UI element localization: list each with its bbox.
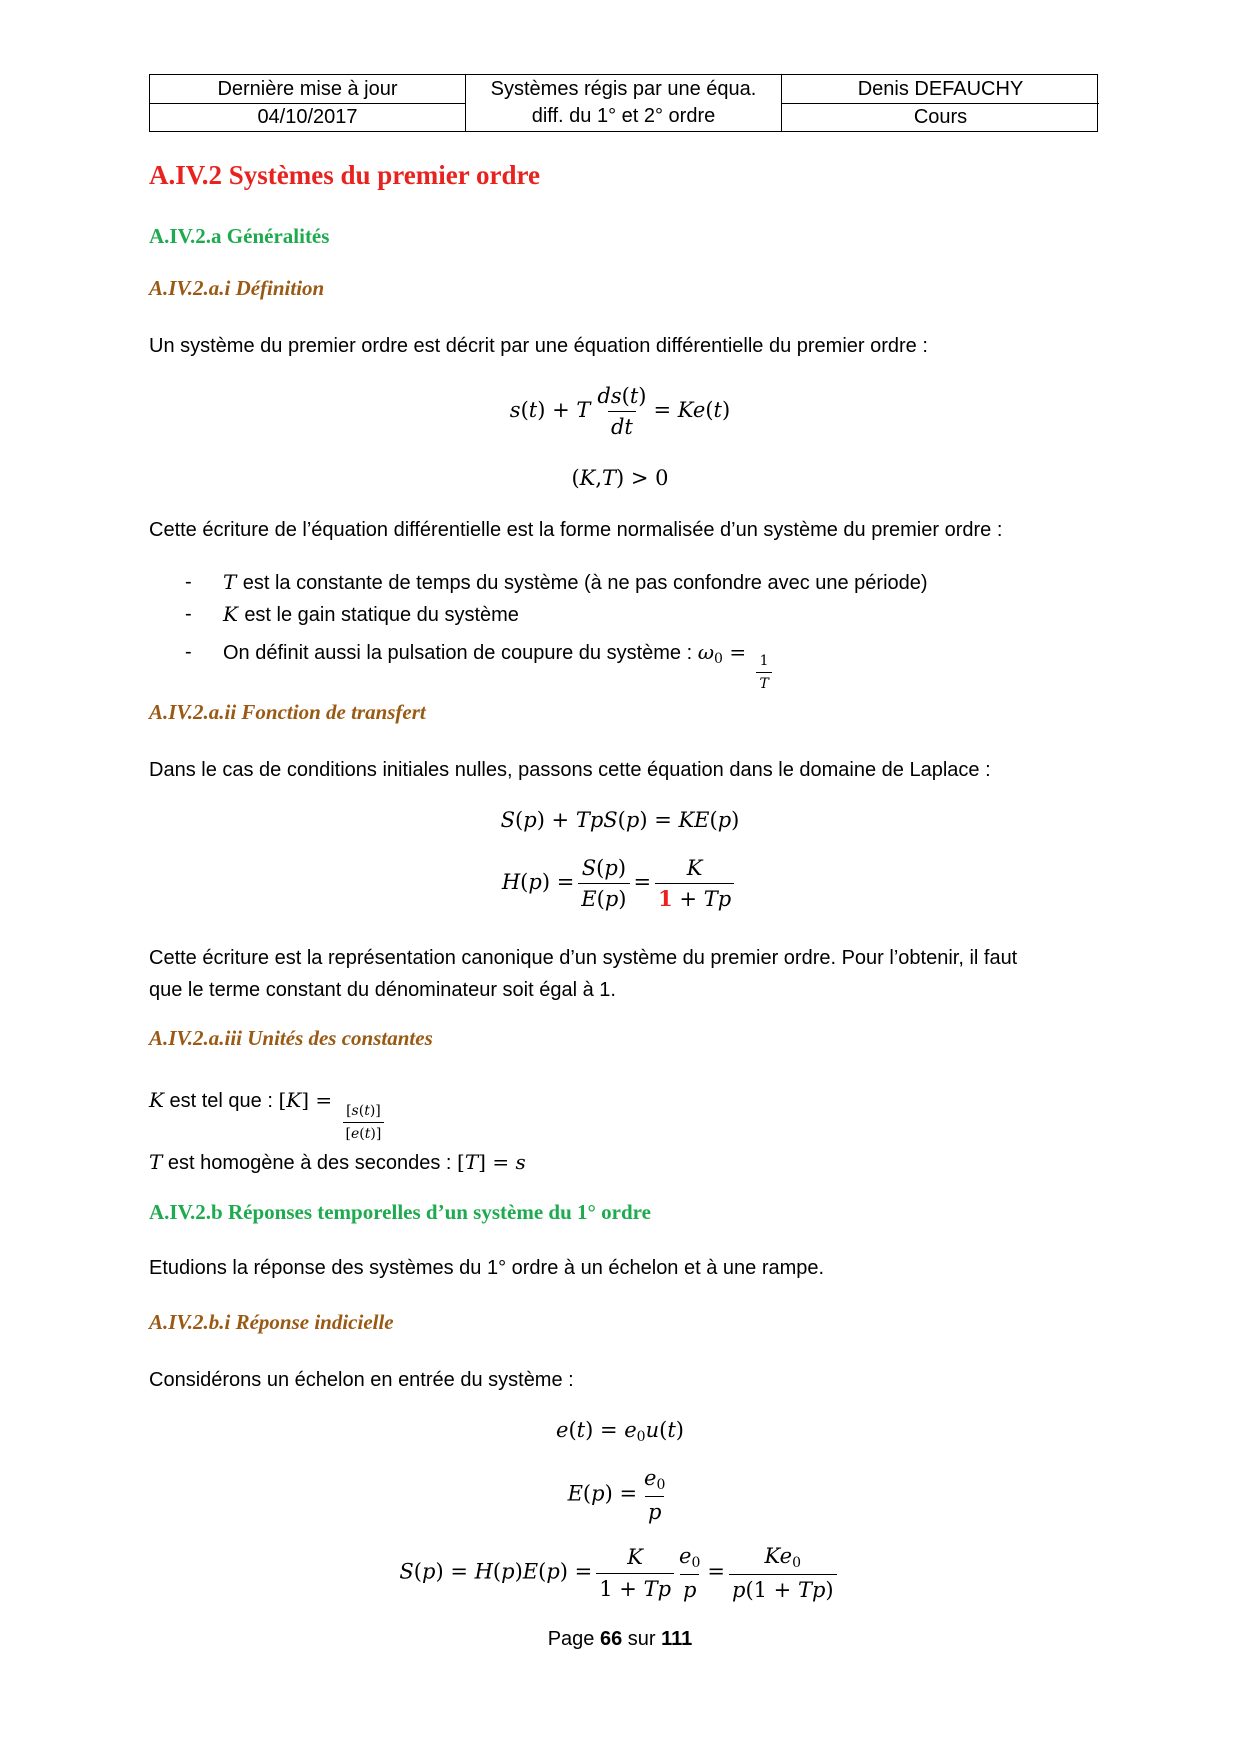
section-title: A.IV.2 Systèmes du premier ordre — [149, 160, 540, 190]
list-item-text: est le gain statique du système — [244, 604, 519, 626]
header-right-cell — [782, 75, 1099, 131]
normalized-form-paragraph: Cette écriture de l’équation différentielle est la forme normalisée d’un système du premier ordre : — [149, 519, 1003, 541]
definition-paragraph: Un système du premier ordre est décrit par une équation différentielle du premier ordre : — [149, 335, 928, 357]
heading-transfer-function: A.IV.2.a.ii Fonction de transfert — [149, 700, 426, 724]
document-type: Cours — [913, 106, 968, 129]
responses-paragraph: Etudions la réponse des systèmes du 1° ordre à un échelon et à une rampe. — [149, 1257, 825, 1279]
step-input-equation: e(t) = e0u(t) — [556, 1418, 684, 1445]
header-table — [149, 74, 1098, 132]
list-item: - K est le gain statique du système — [185, 602, 519, 626]
step-input-paragraph: Considérons un échelon en entrée du système : — [149, 1369, 574, 1391]
list-item: - On définit aussi la pulsation de coupure du système : $\omega_0$ = $\frac{1}{T}$ — [185, 636, 928, 668]
differential-equation: s(t) + T $\frac{ds(t)}{dt}$ = Ke(t) — [509, 384, 731, 440]
header-title-line2: diff. du 1° et 2° ordre — [531, 105, 716, 127]
heading-step-response: A.IV.2.b.i Réponse indicielle — [149, 1310, 394, 1334]
header-title-cell — [466, 75, 782, 131]
page-footer — [0, 1628, 1240, 1651]
header-left-cell — [150, 75, 466, 131]
definition-list — [185, 566, 928, 693]
subsection-temporal-responses: A.IV.2.b Réponses temporelles d’un système du 1° ordre — [149, 1200, 651, 1224]
laplace-equation: S(p) + TpS(p) = KE(p) — [500, 808, 740, 832]
canonical-paragraph — [149, 942, 1109, 1006]
list-item: - T est la constante de temps du système (à ne pas confondre avec une période) — [185, 570, 928, 594]
of-label: sur — [627, 1628, 656, 1650]
page-label: Page — [547, 1628, 595, 1650]
list-item-text: est la constante de temps du système (à ne pas confondre avec une période) — [242, 572, 928, 594]
page-total: 111 — [661, 1628, 693, 1650]
t-units-line: T est homogène à des secondes : [T] = s — [149, 1150, 526, 1174]
transfer-function-equation: H(p) = $\frac{S(p)}{E(p)}$ = $\frac{K}{1 + Tp}$ — [0, 856, 1240, 911]
canonical-line1: Cette écriture est la représentation canonique d’un système du premier ordre. Pour l’obtenir, il faut — [149, 947, 1018, 969]
list-item-text: On définit aussi la pulsation de coupure du système : — [223, 642, 693, 664]
page-number: 66 — [599, 1628, 623, 1650]
heading-units: A.IV.2.a.iii Unités des constantes — [149, 1026, 433, 1050]
step-output-equation: S(p) = H(p)E(p) = $\frac{K}{1 + Tp}$ $\frac{e0}{p}$ = $\frac{Ke0}{p(1 + Tp)}$ — [0, 1544, 1240, 1602]
transfer-paragraph: Dans le cas de conditions initiales nulles, passons cette équation dans le domaine de Laplace : — [149, 759, 991, 781]
positivity-condition: (K,T) > 0 — [571, 466, 669, 490]
subsection-generalites: A.IV.2.a Généralités — [149, 224, 330, 248]
heading-definition: A.IV.2.a.i Définition — [149, 276, 325, 300]
canonical-line2: que le terme constant du dénominateur soit égal à 1. — [149, 979, 616, 1001]
update-date: 04/10/2017 — [257, 106, 358, 129]
step-laplace-equation: E(p) = $\frac{e0}{p}$ — [567, 1466, 666, 1525]
k-units-text: est tel que : — [169, 1090, 273, 1112]
last-update-label: Dernière mise à jour — [150, 75, 465, 104]
k-units-line: K est tel que : [K] = $\frac{[s(t)]}{[e(t)]}$ — [149, 1084, 1109, 1142]
t-units-text: est homogène à des secondes : — [167, 1152, 452, 1174]
author-name: Denis DEFAUCHY — [782, 75, 1099, 104]
header-title-line1: Systèmes régis par une équa. — [490, 78, 757, 100]
